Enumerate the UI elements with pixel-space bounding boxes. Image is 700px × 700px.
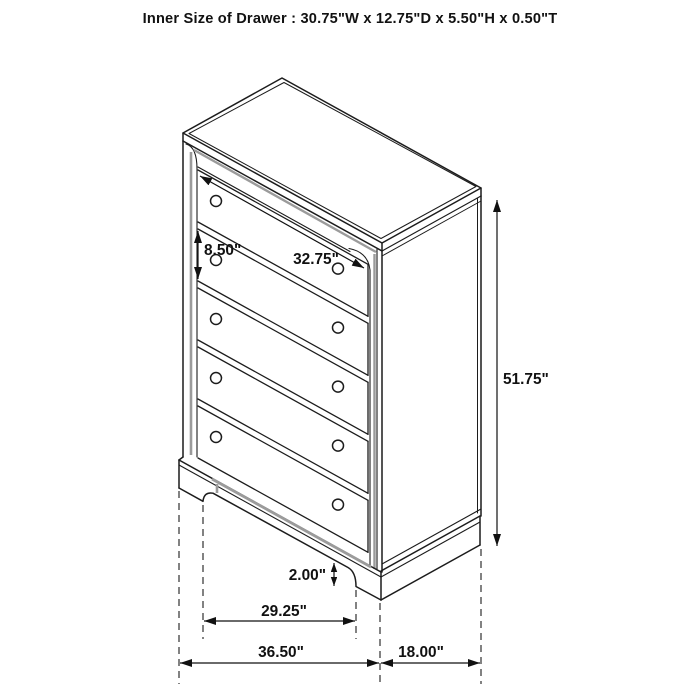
dim-label-drawer-front-width: 32.75" (293, 251, 339, 268)
knob (211, 373, 222, 384)
dim-overall-width (180, 644, 379, 663)
chest-top (183, 78, 481, 256)
dim-label-drawer-front-height: 8.50" (204, 242, 242, 259)
dimension-annotations (179, 176, 549, 684)
knob (333, 499, 344, 510)
dim-overall-height (497, 200, 549, 546)
dim-leg-inner-span (204, 603, 355, 621)
dim-label-leg-inner-span: 29.25" (261, 603, 307, 620)
base-plinth (179, 457, 481, 600)
dim-drawer-front-height (198, 231, 241, 279)
dim-label-foot-clearance: 2.00" (288, 567, 326, 584)
right-stile (349, 249, 382, 573)
knob (211, 432, 222, 443)
knob (211, 314, 222, 325)
knob (333, 440, 344, 451)
dim-label-overall-depth: 18.00" (398, 644, 444, 661)
knob (333, 381, 344, 392)
knob (333, 322, 344, 333)
dim-label-overall-width: 36.50" (258, 644, 304, 661)
front-feet-cutout (179, 488, 381, 600)
side-panel (478, 196, 482, 516)
dim-label-overall-height: 51.75" (503, 371, 549, 388)
chest-artwork (179, 78, 481, 600)
dim-foot-clearance (289, 563, 334, 586)
dim-overall-depth (381, 644, 480, 663)
knob (211, 196, 222, 207)
left-stile (183, 141, 197, 457)
page-title: Inner Size of Drawer : 30.75"W x 12.75"D x 5.50"H x 0.50"T (142, 11, 558, 27)
